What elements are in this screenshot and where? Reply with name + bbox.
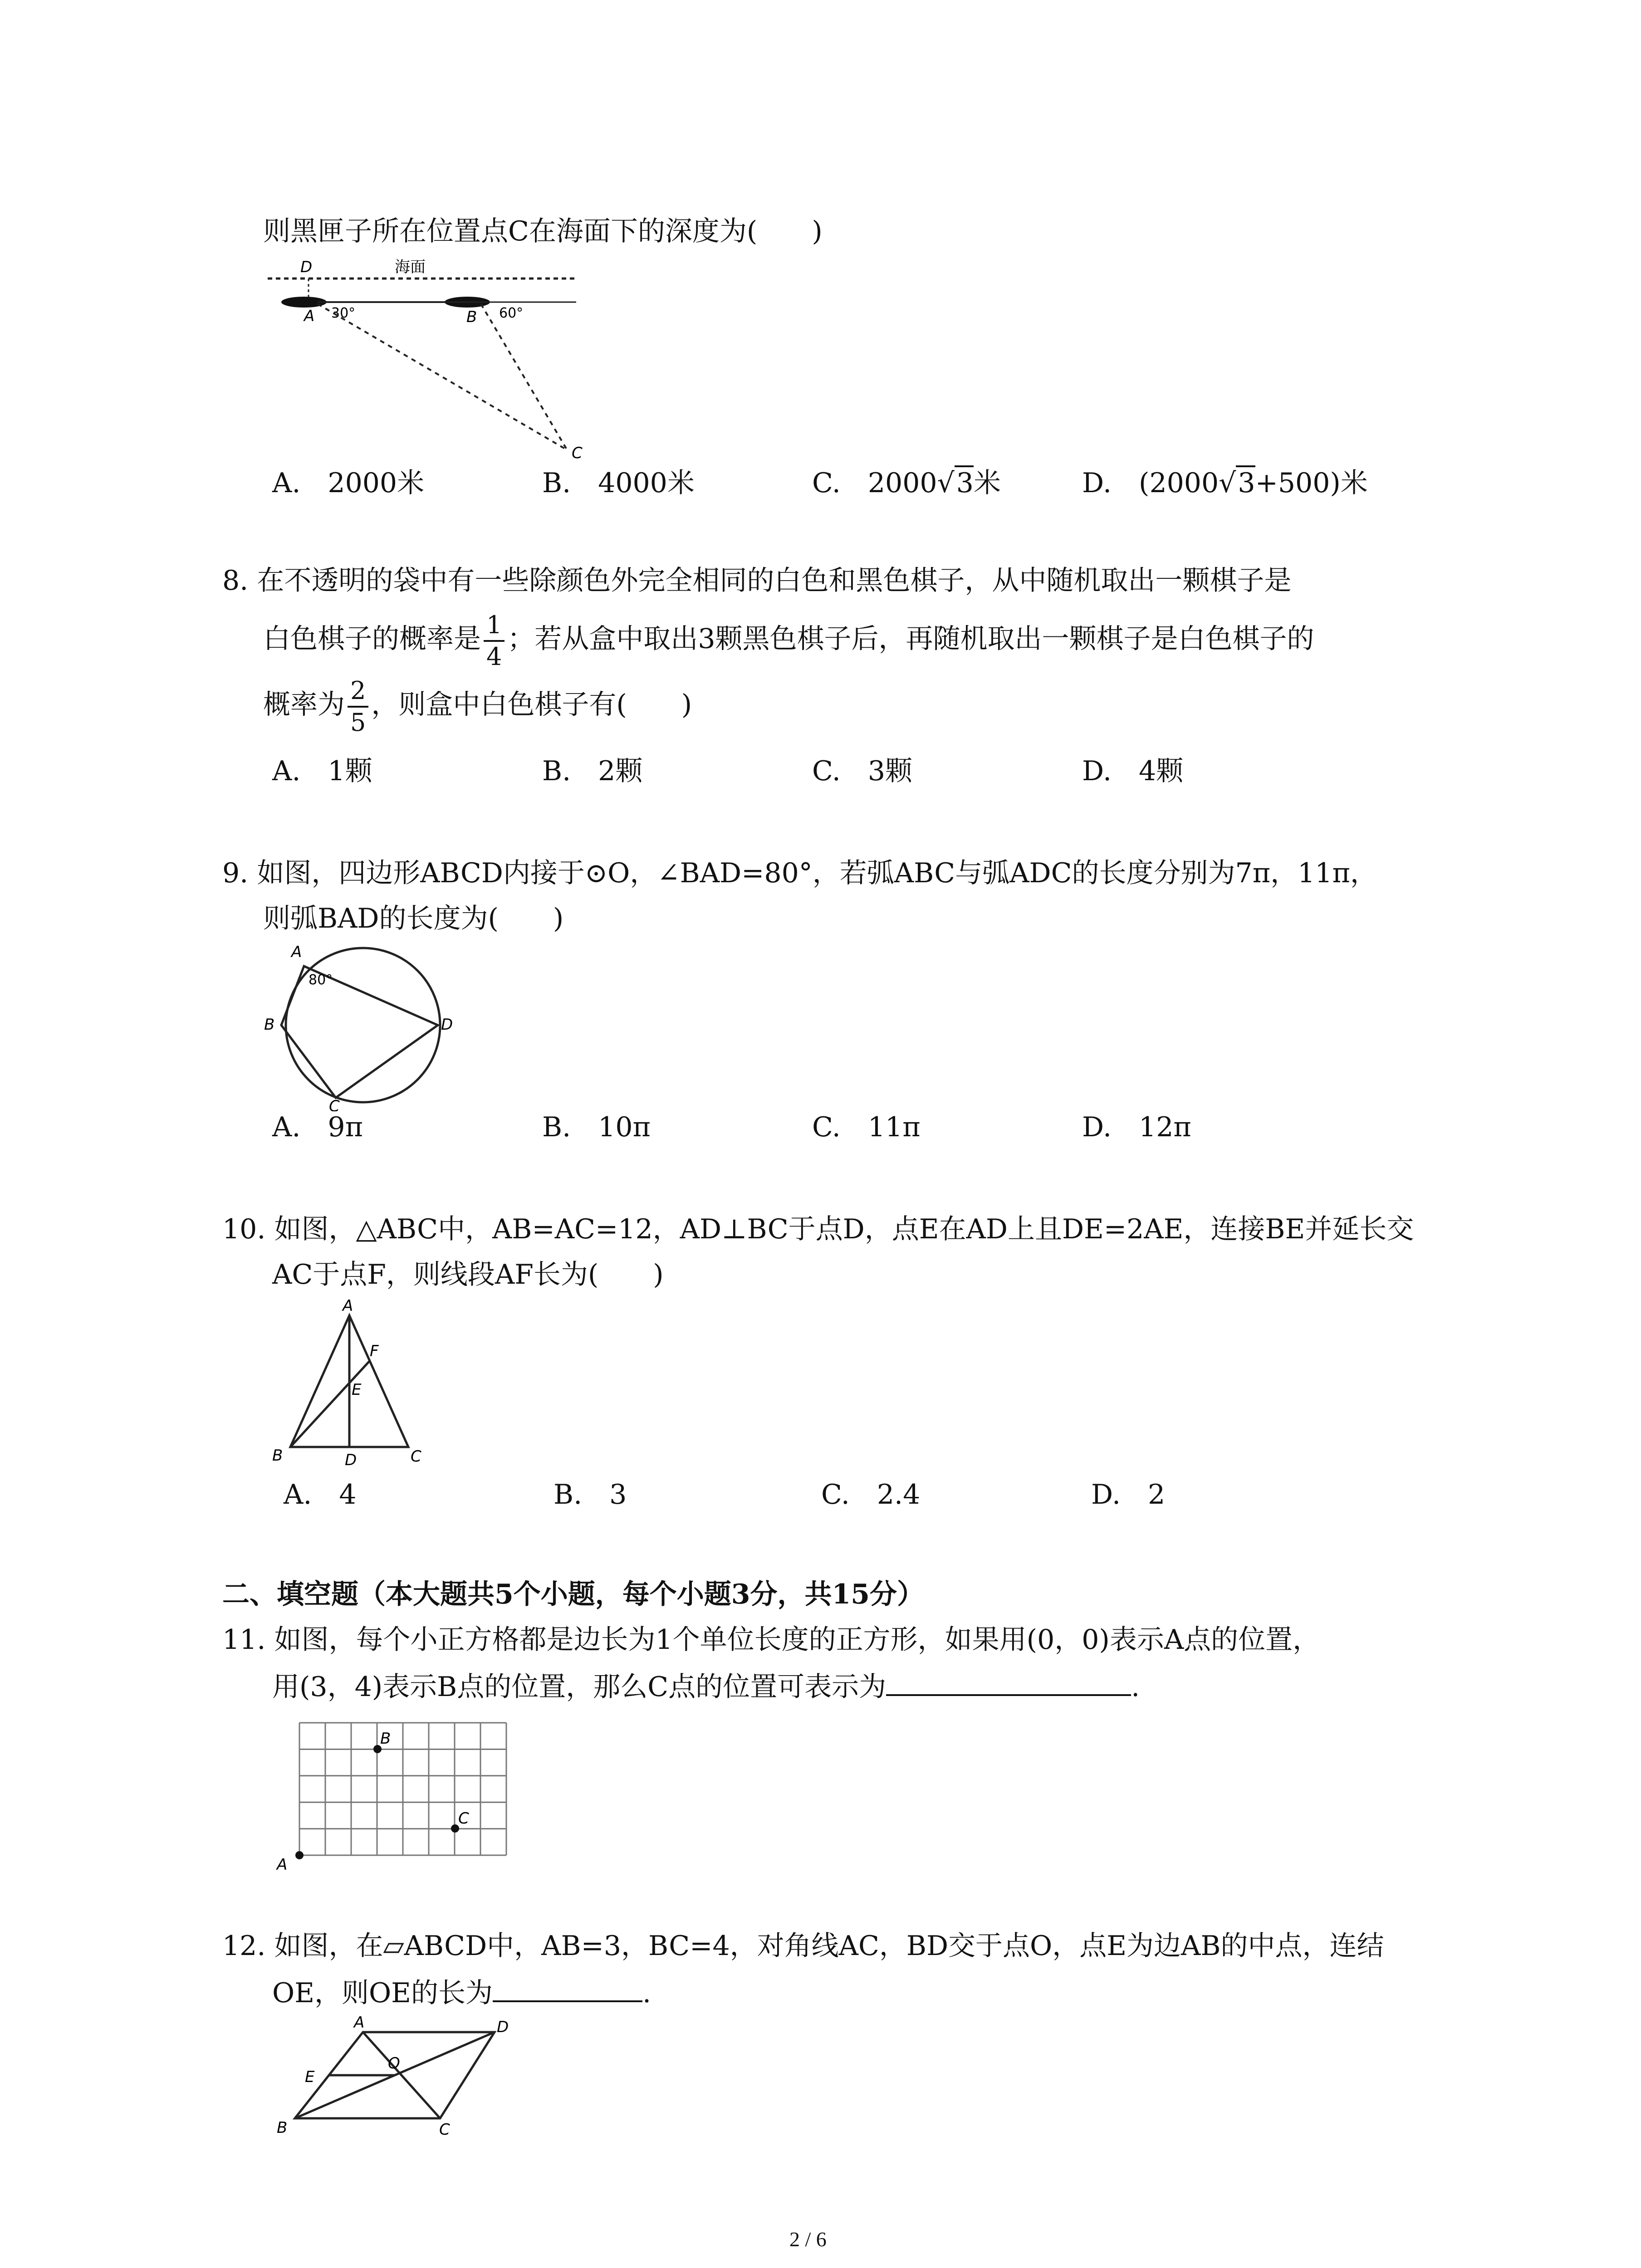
point-a-label: A bbox=[304, 307, 315, 325]
point-b-label: B bbox=[380, 1730, 391, 1748]
q7-stem: 则黑匣子所在位置点C在海面下的深度为( ) bbox=[263, 215, 823, 247]
angle-30-label: 30° bbox=[331, 305, 356, 321]
q10-option-d[interactable]: D. 2 bbox=[1091, 1479, 1166, 1510]
q8-option-b[interactable]: B. 2颗 bbox=[542, 755, 643, 787]
angle-60-label: 60° bbox=[499, 305, 524, 321]
q10-option-a[interactable]: A. 4 bbox=[284, 1479, 357, 1510]
q11-grid-figure bbox=[268, 1710, 522, 1873]
q8-line3: 概率为 $\frac{2}{5}$ ，则盒中白色棋子有( ) bbox=[263, 676, 692, 737]
q10-figure bbox=[268, 1297, 449, 1474]
fraction-one-quarter: $\frac{1}{4}$ bbox=[484, 610, 505, 672]
q10-option-c[interactable]: C. 2.4 bbox=[821, 1479, 921, 1510]
sea-label: 海面 bbox=[395, 258, 426, 276]
q12-answer-blank[interactable] bbox=[493, 1973, 642, 2002]
q8-option-c[interactable]: C. 3颗 bbox=[812, 755, 913, 787]
point-c-label: C bbox=[572, 444, 583, 462]
point-b-label: B bbox=[466, 308, 477, 326]
point-d-label: D bbox=[300, 258, 313, 276]
point-a-dot bbox=[295, 1851, 304, 1859]
page-number: 2 / 6 bbox=[789, 2228, 827, 2251]
fraction-two-fifths: $\frac{2}{5}$ bbox=[348, 676, 368, 738]
point-e-label: E bbox=[305, 2068, 315, 2086]
q8-option-d[interactable]: D. 4颗 bbox=[1082, 755, 1184, 787]
point-d-label: D bbox=[441, 1016, 453, 1034]
q10-option-b[interactable]: B. 3 bbox=[554, 1479, 627, 1510]
q10-line2: AC于点F，则线段AF长为( ) bbox=[272, 1259, 664, 1290]
q8-line1: 8. 在不透明的袋中有一些除颜色外完全相同的白色和黑色棋子，从中随机取出一颗棋子是 bbox=[222, 565, 1292, 596]
point-a-label: A bbox=[354, 2014, 365, 2032]
point-c-label: C bbox=[329, 1097, 340, 1111]
point-c-label: C bbox=[439, 2121, 450, 2139]
q12-figure bbox=[268, 2014, 522, 2150]
q9-option-c[interactable]: C. 11π bbox=[812, 1111, 921, 1143]
point-a-label: A bbox=[291, 943, 302, 961]
q9-line1: 9. 如图，四边形ABCD内接于⊙O，∠BAD=80°，若弧ABC与弧ADC的长度分别为7π，11π， bbox=[222, 857, 1377, 889]
point-o-label: O bbox=[388, 2054, 400, 2072]
point-a-label: A bbox=[277, 1856, 288, 1873]
point-e-label: E bbox=[352, 1381, 362, 1399]
point-a-label: A bbox=[343, 1297, 353, 1315]
q11-answer-blank[interactable] bbox=[886, 1667, 1131, 1696]
point-f-label: F bbox=[370, 1342, 379, 1360]
angle-80-label: 80° bbox=[309, 972, 333, 988]
point-b-label: B bbox=[272, 1447, 283, 1465]
q12-line1: 12. 如图，在▱ABCD中，AB=3，BC=4，对角线AC，BD交于点O，点E为边AB的中点，连结 bbox=[222, 1930, 1384, 1962]
q10-line1: 10. 如图，△ABC中，AB=AC=12，AD⊥BC于点D，点E在AD上且DE=2AE，连接BE并延长交 bbox=[222, 1213, 1414, 1245]
point-c-label: C bbox=[411, 1447, 421, 1466]
point-d-label: D bbox=[345, 1451, 357, 1469]
q9-option-a[interactable]: A. 9π bbox=[272, 1111, 363, 1143]
point-b-label: B bbox=[264, 1016, 275, 1034]
q9-option-d[interactable]: D. 12π bbox=[1082, 1111, 1191, 1143]
q7-option-b[interactable]: B. 4000米 bbox=[542, 467, 695, 499]
q12-line2: OE，则OE的长为 . bbox=[272, 1973, 651, 2011]
point-d-label: D bbox=[497, 2018, 509, 2036]
q9-line2: 则弧BAD的长度为( ) bbox=[263, 903, 564, 934]
q9-option-b[interactable]: B. 10π bbox=[542, 1111, 651, 1143]
q8-line2: 白色棋子的概率是 $\frac{1}{4}$ ；若从盒中取出3颗黑色棋子后，再随机取出一颗棋子是白色棋子的 bbox=[263, 611, 1314, 671]
q7-option-c[interactable]: C. 2000√3米 bbox=[812, 465, 1001, 501]
section-2-heading: 二、填空题（本大题共5个小题，每个小题3分，共15分） bbox=[222, 1579, 924, 1610]
q11-line1: 11. 如图，每个小正方格都是边长为1个单位长度的正方形，如果用(0，0)表示A点的位置， bbox=[222, 1624, 1320, 1656]
q7-figure bbox=[259, 254, 585, 463]
q11-line2: 用(3，4)表示B点的位置，那么C点的位置可表示为 . bbox=[272, 1667, 1140, 1705]
q7-option-a[interactable]: A. 2000米 bbox=[272, 467, 425, 499]
q7-option-d[interactable]: D. (2000√3+500)米 bbox=[1082, 465, 1368, 501]
q9-figure bbox=[259, 939, 458, 1111]
point-c-label: C bbox=[458, 1809, 469, 1828]
q8-option-a[interactable]: A. 1颗 bbox=[272, 755, 372, 787]
point-b-label: B bbox=[277, 2119, 288, 2137]
